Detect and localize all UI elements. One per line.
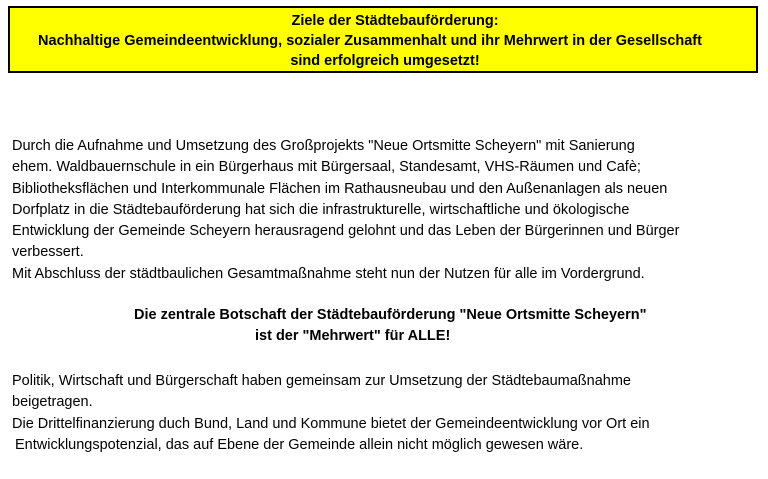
intro-paragraph	[12, 136, 679, 285]
closing-line: Entwicklungspotenzial, das auf Ebene der Gemeinde allein nicht möglich gewesen wäre.	[15, 436, 584, 453]
closing-line: beigetragen.	[12, 394, 93, 411]
goals-banner	[8, 6, 758, 73]
intro-line: Durch die Aufnahme und Umsetzung des Großprojekts "Neue Ortsmitte Scheyern" mit Sanierung	[12, 138, 635, 154]
intro-line: ehem. Waldbauernschule in ein Bürgerhaus mit Bürgersaal, Standesamt, VHS-Räumen und Cafè;	[12, 159, 641, 176]
banner-title: Ziele der Städtebauförderung:	[291, 13, 499, 29]
intro-line: Entwicklung der Gemeinde Scheyern herausragend gelohnt und das Leben der Bürgerinnen und Bürger	[12, 223, 680, 240]
closing-line: Die Drittelfinanzierung duch Bund, Land und Kommune bietet der Gemeindeentwicklung vor Ort ein	[12, 415, 650, 432]
intro-line: Bibliotheksflächen und Interkommunale Flächen im Rathausneubau und den Außenanlagen als neuen	[12, 180, 668, 197]
intro-line: verbessert.	[12, 244, 84, 261]
intro-line: Mit Abschluss der städtbaulichen Gesamtmaßnahme steht nun der Nutzen für alle im Vordergrund.	[12, 265, 645, 282]
central-message-line: ist der "Mehrwert" für ALLE!	[255, 328, 451, 345]
banner-conclusion: sind erfolgreich umgesetzt!	[290, 53, 480, 69]
closing-paragraph	[12, 371, 650, 456]
closing-line: Politik, Wirtschaft und Bürgerschaft haben gemeinsam zur Umsetzung der Städtebaumaßnahme	[12, 373, 631, 389]
intro-line: Dorfplatz in die Städtebauförderung hat sich die infrastrukturelle, wirtschaftliche und ökologische	[12, 201, 630, 218]
central-message	[0, 305, 768, 348]
banner-subtitle: Nachhaltige Gemeindeentwicklung, sozialer Zusammenhalt und ihr Mehrwert in der Gesellschaft	[38, 33, 702, 49]
central-message-line: Die zentrale Botschaft der Städtebauförderung "Neue Ortsmitte Scheyern"	[134, 307, 647, 323]
